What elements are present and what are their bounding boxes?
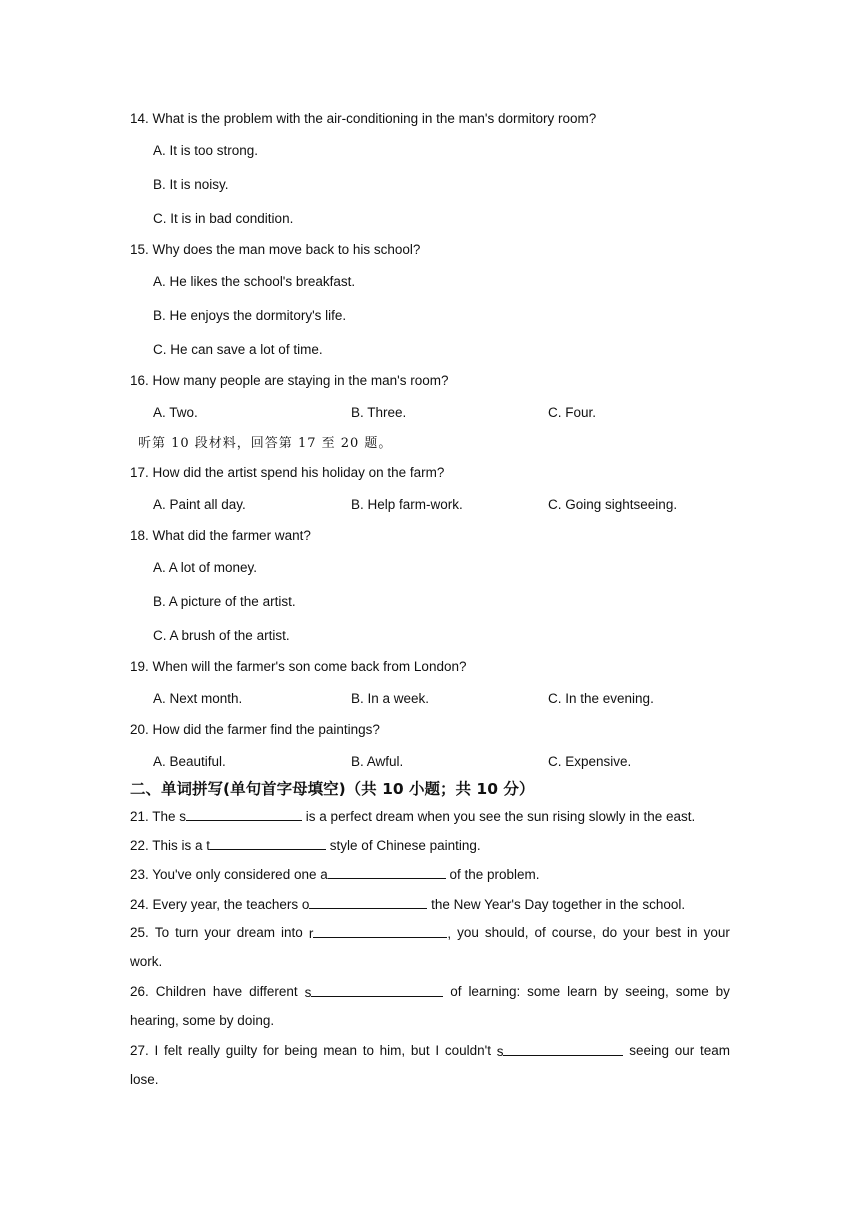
q27-word: really [187, 1043, 220, 1058]
q23-blank[interactable] [328, 865, 446, 879]
question-16: 16. How many people are staying in the man's room? [130, 373, 449, 388]
question-24 [130, 895, 685, 914]
q27-word: couldn't [444, 1043, 492, 1058]
q21-blank[interactable] [186, 807, 302, 821]
q23-text-after: of the problem. [445, 867, 540, 882]
q23-text-before: 23. You've only considered one a [130, 867, 328, 882]
q25-word: best [655, 925, 681, 940]
q25-word: dream [236, 925, 275, 940]
question-27-line-1 [130, 1042, 730, 1061]
q26-initial: s [304, 985, 312, 1000]
q25-blank[interactable] [313, 924, 447, 938]
q25-word: your [204, 925, 231, 940]
q26-word: seeing, [625, 984, 669, 999]
question-26-line-2: hearing, some by doing. [130, 1013, 275, 1028]
question-17: 17. How did the artist spend his holiday on the farm? [130, 465, 445, 480]
listening-instruction: 听第 10 段材料，回答第 17 至 20 题。 [138, 436, 393, 451]
q17-option-c: C. Going sightseeing. [548, 497, 678, 512]
q16-option-c: C. Four. [548, 405, 597, 420]
q25-word: your [623, 925, 650, 940]
question-25-line-2: work. [130, 954, 163, 969]
q25-blank-group [309, 924, 451, 943]
q26-word: learn [567, 984, 598, 999]
q20-option-a: A. Beautiful. [153, 754, 226, 769]
q16-option-b: B. Three. [351, 405, 407, 420]
q17-option-a: A. Paint all day. [153, 497, 246, 512]
question-23 [130, 865, 540, 884]
question-25-line-1 [130, 924, 730, 943]
q20-option-c: C. Expensive. [548, 754, 632, 769]
q25-word: in [687, 925, 698, 940]
q22-text-after: style of Chinese painting. [326, 838, 481, 853]
q27-initial: s [496, 1044, 504, 1059]
q21-text-before: 21. The s [130, 809, 187, 824]
q19-option-c: C. In the evening. [548, 691, 654, 706]
q26-word: by [604, 984, 619, 999]
q15-option-c: C. He can save a lot of time. [153, 342, 323, 357]
q24-blank[interactable] [309, 895, 427, 909]
q26-word: of [450, 984, 462, 999]
q27-word: I [435, 1043, 440, 1058]
question-15: 15. Why does the man move back to his school? [130, 242, 421, 257]
q25-comma: , [447, 926, 452, 941]
q26-word: Children [155, 984, 206, 999]
q27-word: our [674, 1043, 695, 1058]
q27-word: team [699, 1043, 730, 1058]
question-22 [130, 836, 481, 855]
q25-word: turn [175, 925, 199, 940]
q26-word: by [715, 984, 730, 999]
q26-word: learning: [468, 984, 521, 999]
q22-text-before: 22. This is a t [130, 838, 211, 853]
q19-option-a: A. Next month. [153, 691, 243, 706]
q27-word: but [410, 1043, 430, 1058]
q27-word: felt [163, 1043, 182, 1058]
q18-option-b: B. A picture of the artist. [153, 594, 296, 609]
q27-word: seeing [629, 1043, 669, 1058]
q16-option-a: A. Two. [153, 405, 198, 420]
q14-option-b: B. It is noisy. [153, 177, 229, 192]
q25-word: should, [484, 925, 529, 940]
q25-word: do [602, 925, 618, 940]
q25-word: you [457, 925, 479, 940]
q14-option-a: A. It is too strong. [153, 143, 259, 158]
q26-word: some [527, 984, 561, 999]
question-20: 20. How did the farmer find the paintings? [130, 722, 380, 737]
q14-option-c: C. It is in bad condition. [153, 211, 294, 226]
q27-word: I [154, 1043, 159, 1058]
q20-option-b: B. Awful. [351, 754, 404, 769]
q26-blank[interactable] [311, 983, 443, 997]
q18-option-c: C. A brush of the artist. [153, 628, 290, 643]
q22-blank[interactable] [210, 836, 326, 850]
q27-word: 27. [130, 1043, 149, 1058]
question-27-line-2: lose. [130, 1072, 159, 1087]
q27-blank[interactable] [503, 1042, 623, 1056]
q25-word: 25. [130, 925, 149, 940]
section-two-heading: 二、单词拼写(单句首字母填空)（共 10 小题；共 10 分） [130, 780, 535, 798]
q25-word: course, [551, 925, 597, 940]
q27-word: being [284, 1043, 318, 1058]
q18-option-a: A. A lot of money. [153, 560, 258, 575]
q27-word: to [362, 1043, 374, 1058]
q27-word: mean [323, 1043, 357, 1058]
q27-word: him, [379, 1043, 406, 1058]
question-19: 19. When will the farmer's son come back from London? [130, 659, 467, 674]
q27-blank-group [497, 1042, 624, 1061]
question-26-line-1 [130, 983, 730, 1002]
q15-option-b: B. He enjoys the dormitory's life. [153, 308, 347, 323]
q17-option-b: B. Help farm-work. [351, 497, 463, 512]
q26-word: some [675, 984, 709, 999]
q25-initial: r [308, 926, 314, 941]
q15-option-a: A. He likes the school's breakfast. [153, 274, 356, 289]
q21-text-after: is a perfect dream when you see the sun rising slowly in the east. [302, 809, 696, 824]
q26-word: 26. [130, 984, 149, 999]
q25-word: To [154, 925, 170, 940]
q27-word: guilty [225, 1043, 258, 1058]
q27-word: for [262, 1043, 279, 1058]
q26-word: have [212, 984, 243, 999]
question-14: 14. What is the problem with the air-conditioning in the man's dormitory room? [130, 111, 597, 126]
question-21 [130, 807, 695, 826]
q25-word: into [281, 925, 303, 940]
question-18: 18. What did the farmer want? [130, 528, 311, 543]
q19-option-b: B. In a week. [351, 691, 430, 706]
q25-word: of [534, 925, 546, 940]
q24-text-after: the New Year's Day together in the school. [427, 897, 686, 912]
q26-blank-group [305, 983, 444, 1002]
q25-word: your [703, 925, 730, 940]
q26-word: different [249, 984, 298, 999]
q24-text-before: 24. Every year, the teachers o [130, 897, 310, 912]
